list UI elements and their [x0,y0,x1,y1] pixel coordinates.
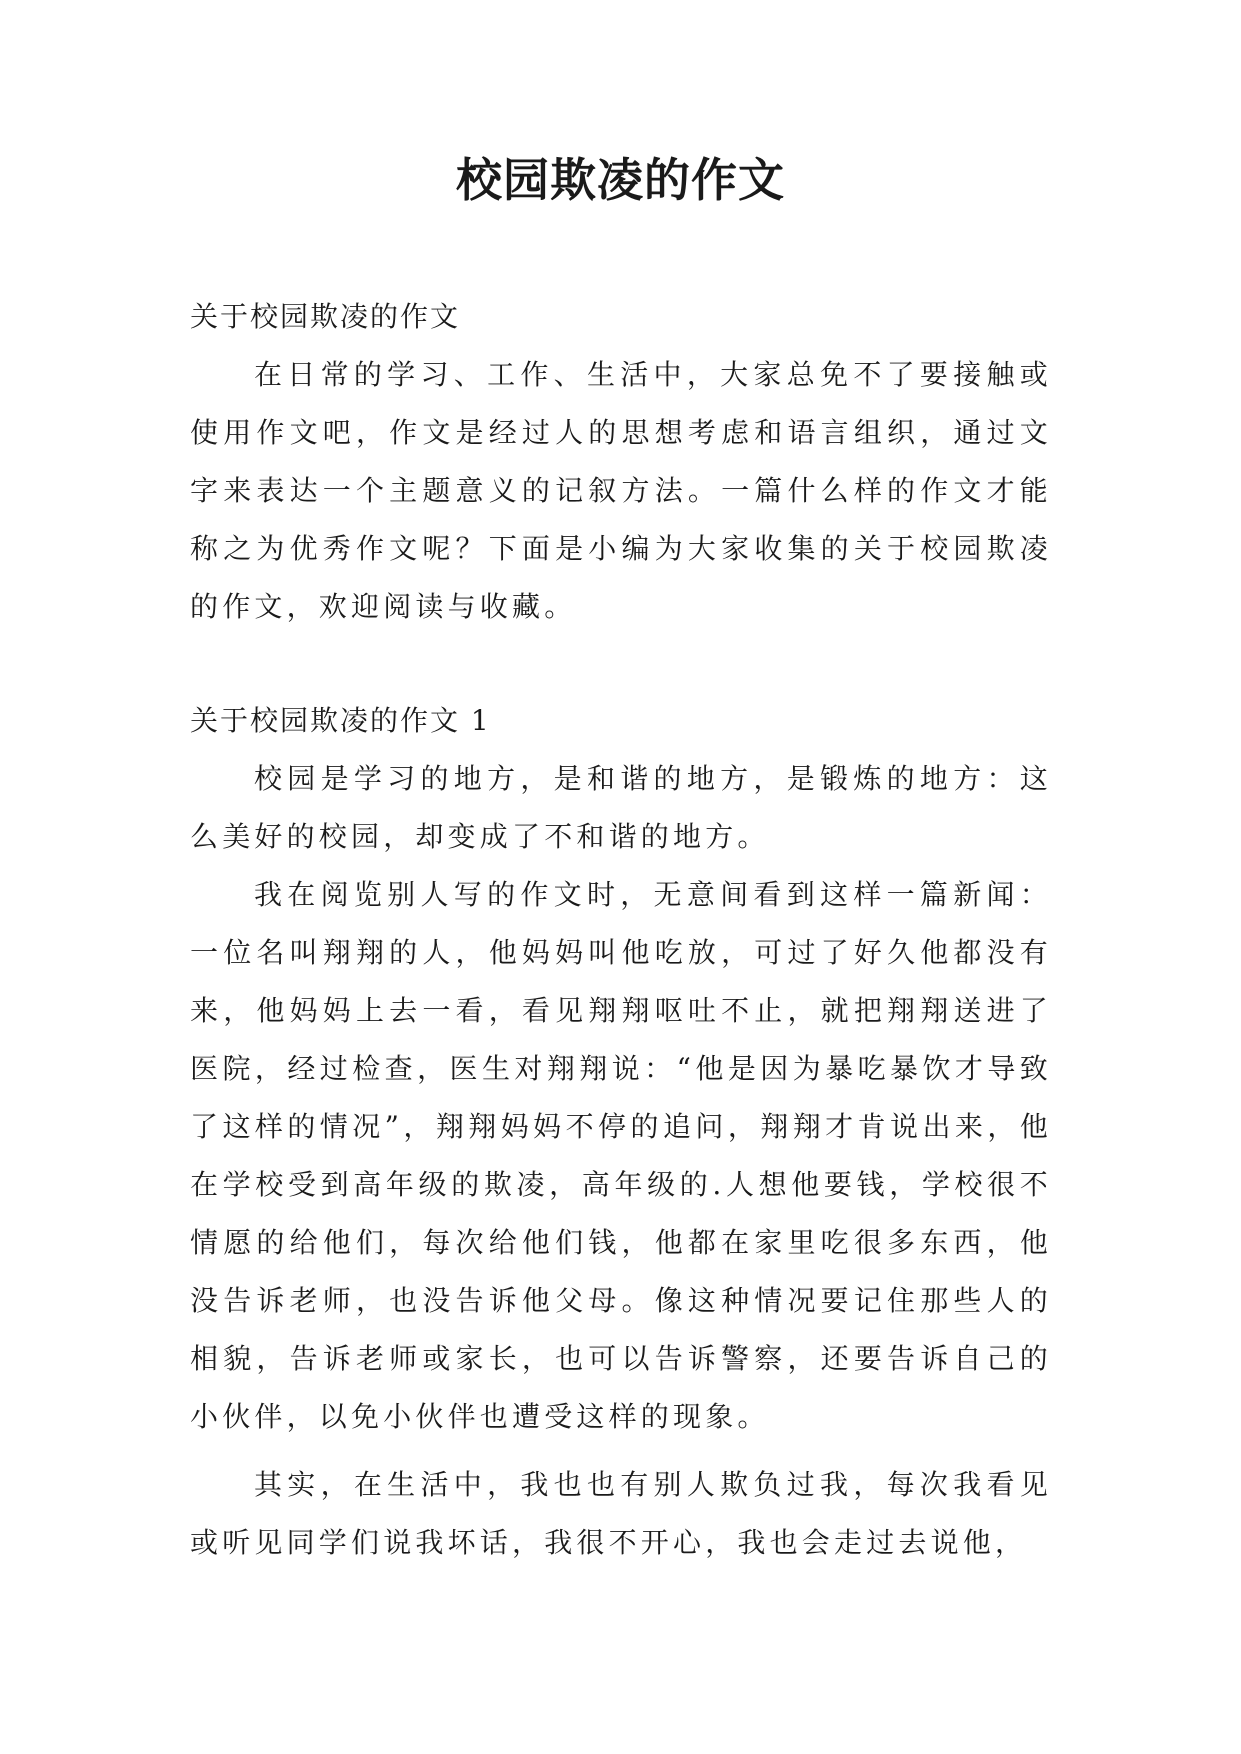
intro-section [190,288,1052,636]
essay-1-paragraph-2: 我在阅览别人写的作文时，无意间看到这样一篇新闻：一位名叫翔翔的人，他妈妈叫他吃放，可过了好久他都没有来，他妈妈上去一看，看见翔翔呕吐不止，就把翔翔送进了医院，经过检查，医生对翔翔说：“他是因为暴吃暴饮才导致了这样的情况”，翔翔妈妈不停的追问，翔翔才肯说出来，他在学校受到高年级的欺凌，高年级的.人想他要钱，学校很不情愿的给他们，每次给他们钱，他都在家里吃很多东西，他没告诉老师，也没告诉他父母。像这种情况要记住那些人的相貌，告诉老师或家长，也可以告诉警察，还要告诉自己的小伙伴，以免小伙伴也遭受这样的现象。 [190,878,1052,1433]
intro-paragraph: 在日常的学习、工作、生活中，大家总免不了要接触或使用作文吧，作文是经过人的思想考虑和语言组织，通过文字来表达一个主题意义的记叙方法。一篇什么样的作文才能称之为优秀作文呢？下面是小编为大家收集的关于校园欺凌的作文，欢迎阅读与收藏。 [190,358,1052,623]
document-title: 校园欺凌的作文 [456,153,785,207]
essay-1-heading: 关于校园欺凌的作文 1 [190,704,491,737]
intro-heading: 关于校园欺凌的作文 [190,300,461,333]
essay-1-paragraph-1: 校园是学习的地方，是和谐的地方，是锻炼的地方：这么美好的校园，却变成了不和谐的地方。 [190,762,1052,853]
essay-1-section [190,692,1052,1572]
essay-1-paragraph-3: 其实，在生活中，我也也有别人欺负过我，每次我看见或听见同学们说我坏话，我很不开心，我也会走过去说他， [190,1468,1052,1559]
